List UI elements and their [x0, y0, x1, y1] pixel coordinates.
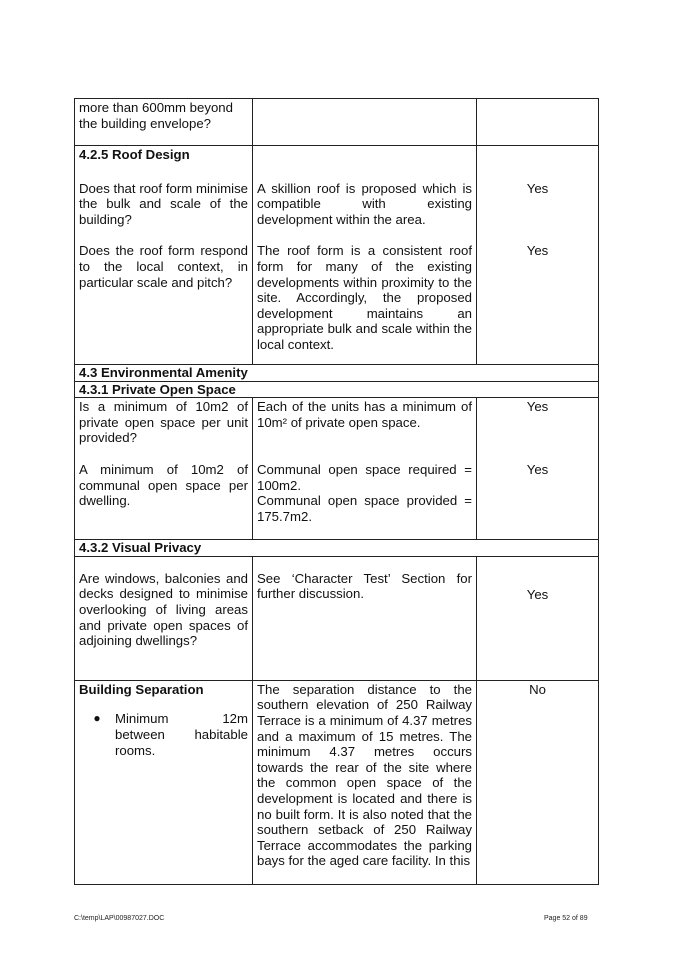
- response-text: The separation distance to the southern elevation of 250 Railway Terrace is a minimum of 4.37 metres and a maximum of 15 metres. The minimum 4.37 metres occurs towards the rear of the site where the common open space of the development is located and there is no built form. It is also noted that the southern setback of 250 Railway Terrace accommodates the parking bays for the aged care facility. In this: [257, 681, 472, 869]
- response-cell: [253, 398, 477, 540]
- status-text: Yes: [526, 180, 549, 196]
- response-text: The roof form is a consistent roof form for many of the existing developments within proximity to the site. Accordingly, the proposed development maintains an appropriate bulk and scale within the local context.: [257, 243, 472, 352]
- table-row: [75, 381, 599, 398]
- response-cell: [253, 556, 477, 680]
- section-heading: Building Separation: [79, 681, 204, 697]
- table-row: [75, 146, 599, 365]
- status-text: No: [529, 681, 546, 697]
- table-row: [75, 680, 599, 884]
- status-text: Yes: [526, 461, 549, 477]
- status-cell: [477, 99, 599, 146]
- section-heading: 4.3.2 Visual Privacy: [75, 540, 599, 557]
- criteria-cell: [75, 556, 253, 680]
- section-heading: 4.3.1 Private Open Space: [75, 381, 599, 398]
- criteria-cell: [75, 680, 253, 884]
- section-heading: 4.2.5 Roof Design: [79, 147, 190, 162]
- status-text: Yes: [526, 243, 549, 259]
- criteria-text: Is a minimum of 10m2 of private open space per unit provided?: [79, 399, 248, 446]
- response-text: See ‘Character Test’ Section for further discussion.: [257, 570, 472, 602]
- criteria-cell: [75, 99, 253, 146]
- table-row: [75, 398, 599, 540]
- criteria-text: Does the roof form respond to the local context, in particular scale and pitch?: [79, 243, 248, 290]
- response-text: Communal open space provided = 175.7m2.: [257, 493, 472, 524]
- response-text: A skillion roof is proposed which is compatible with existing development within the area.: [257, 180, 472, 227]
- response-text: Communal open space required = 100m2.: [257, 461, 472, 493]
- response-cell: [253, 146, 477, 365]
- status-text: Yes: [526, 586, 549, 602]
- criteria-text: A minimum of 10m2 of communal open space per dwelling.: [79, 461, 248, 509]
- status-cell: [477, 146, 599, 365]
- status-cell: [477, 556, 599, 680]
- criteria-cell: [75, 146, 253, 365]
- status-cell: [477, 398, 599, 540]
- criteria-cell: [75, 398, 253, 540]
- response-cell: [253, 680, 477, 884]
- section-heading: 4.3 Environmental Amenity: [75, 365, 599, 382]
- table-row: [75, 540, 599, 557]
- bullet-icon: ●: [93, 711, 101, 726]
- table-row: [75, 99, 599, 146]
- criteria-text: more than 600mm beyond the building envelope?: [79, 100, 233, 131]
- response-cell: [253, 99, 477, 146]
- footer-page-number: Page 52 of 89: [544, 915, 588, 922]
- criteria-text: Does that roof form minimise the bulk and scale of the building?: [79, 180, 248, 227]
- status-cell: [477, 680, 599, 884]
- response-text: Each of the units has a minimum of 10m² of private open space.: [257, 399, 472, 430]
- table-row: [75, 556, 599, 680]
- status-text: Yes: [526, 399, 549, 415]
- assessment-table: [74, 98, 599, 885]
- bullet-item: [79, 711, 248, 758]
- bullet-text: Minimum 12m between habitable rooms.: [115, 711, 248, 758]
- criteria-text: Are windows, balconies and decks designed to minimise overlooking of living areas and private open spaces of adjoining dwellings?: [79, 570, 248, 649]
- table-row: [75, 365, 599, 382]
- footer-file-path: C:\temp\LAP\00987027.DOC: [74, 915, 165, 922]
